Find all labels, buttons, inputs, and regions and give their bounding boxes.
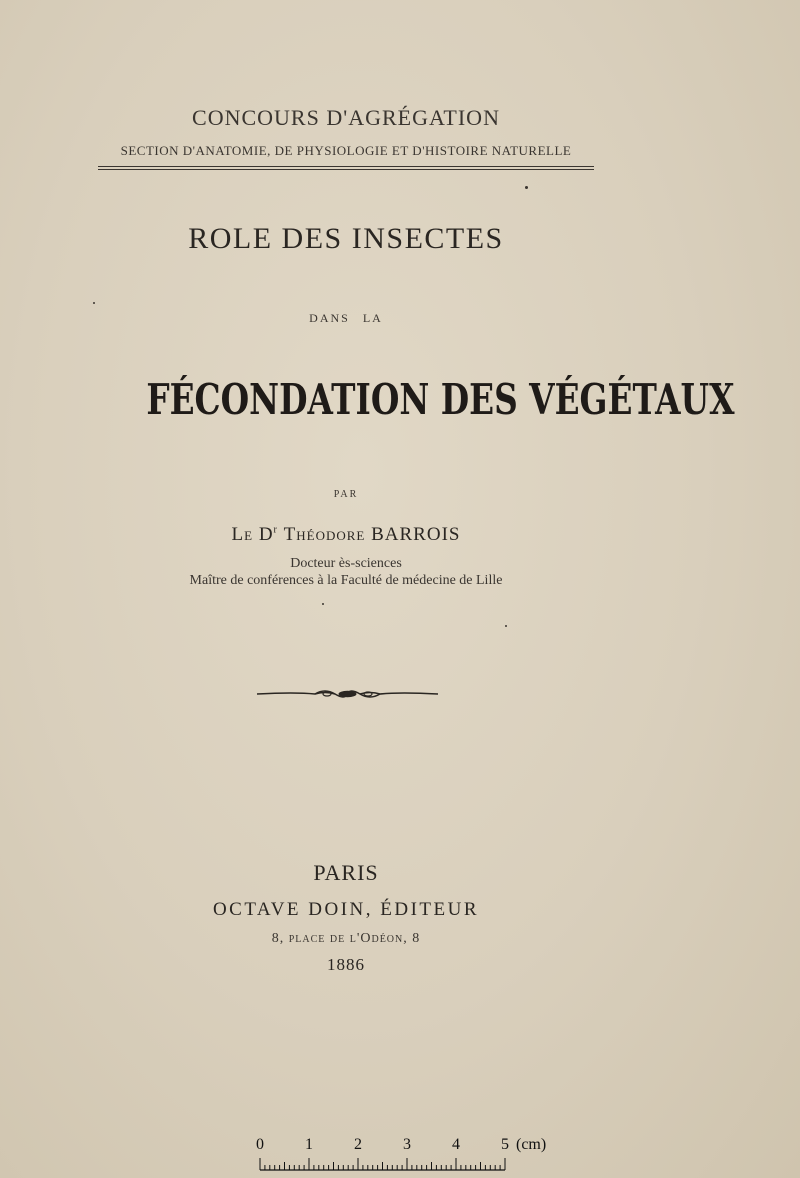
imprint-year: 1886 [327, 955, 365, 974]
author-prefix: Le [231, 524, 254, 545]
paper-speck [322, 603, 324, 605]
imprint-city: PARIS [313, 860, 379, 885]
paper-speck [525, 186, 528, 189]
imprint-publisher: OCTAVE DOIN, ÉDITEUR [212, 899, 480, 920]
author-last-name: BARROIS [371, 524, 461, 545]
imprint-address: 8, place de l'Odéon, 8 [271, 931, 421, 946]
book-title-line1: ROLE DES INSECTES [188, 222, 504, 255]
scale-label: 5 [501, 1136, 509, 1153]
scale-ruler [250, 1136, 560, 1174]
author-name [100, 524, 592, 546]
scale-label: 0 [256, 1136, 264, 1153]
scale-ticks [250, 1156, 510, 1172]
author-position: Maître de conférences à la Faculté de médecine de Lille [189, 573, 503, 588]
scale-unit: (cm) [516, 1136, 547, 1153]
author-honorific: $D^r$ [258, 524, 278, 545]
ornament-divider-icon [255, 686, 440, 702]
author-degree: Docteur ès-sciences [290, 556, 402, 571]
scale-label: 1 [305, 1136, 313, 1153]
book-title-line3: FÉCONDATION DES VÉGÉTAUX [146, 375, 735, 424]
author-first-name: Théodore [283, 524, 366, 545]
by-label: PAR [333, 489, 359, 500]
book-title-line2: DANS LA [309, 311, 383, 325]
series-title: CONCOURS D'AGRÉGATION [192, 105, 500, 130]
scale-label: 2 [354, 1136, 362, 1153]
paper-speck [93, 302, 95, 304]
scale-label: 3 [403, 1136, 411, 1153]
header-double-rule [98, 166, 594, 170]
scale-label: 4 [452, 1136, 460, 1153]
series-subtitle: SECTION D'ANATOMIE, DE PHYSIOLOGIE ET D'HISTOIRE NATURELLE [120, 143, 572, 158]
paper-speck [505, 625, 507, 627]
